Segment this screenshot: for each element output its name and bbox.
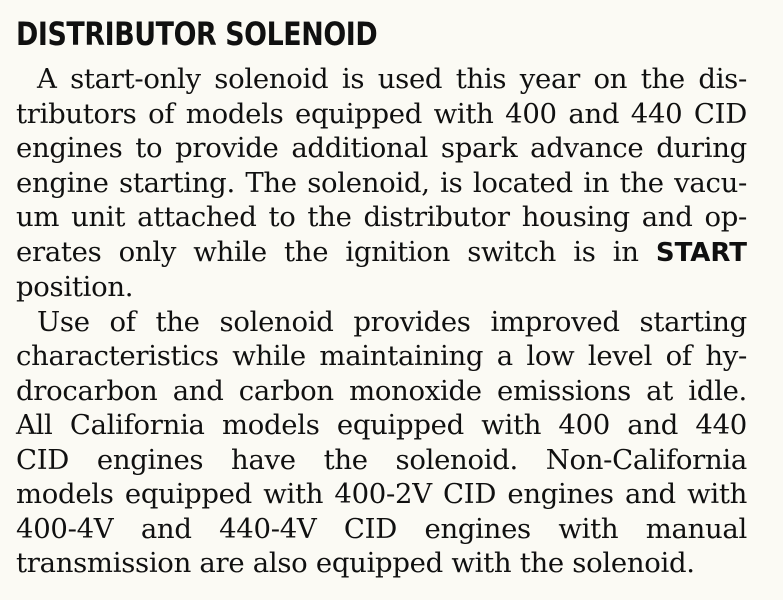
text-line: Use of the solenoid provides improved starting — [37, 305, 747, 338]
text-line: All California models equipped with 400 and 440 — [16, 409, 747, 441]
text-line-with-emphasis — [16, 235, 747, 271]
text-line: characteristics while maintaining a low level of hy- — [16, 340, 747, 372]
paragraph-1 — [16, 62, 747, 305]
text-line: tributors of models equipped with 400 and 440 CID — [16, 97, 747, 130]
text-line: A start-only solenoid is used this year on the dis- — [37, 63, 747, 95]
text-line: drocarbon and carbon monoxide emissions at idle. — [16, 374, 747, 407]
text-line: transmission are also equipped with the solenoid. — [16, 547, 695, 579]
text-line: CID engines have the solenoid. Non-California — [16, 443, 747, 476]
text-fragment: erates only while the ignition switch is in — [16, 235, 639, 268]
text-line: position. — [16, 271, 134, 303]
emphasis-start: START — [655, 237, 747, 268]
text-line: engines to provide additional spark advance during — [16, 132, 747, 164]
text-line: engine starting. The solenoid, is located in the vacu- — [16, 166, 747, 199]
text-line: 400-4V and 440-4V CID engines with manual — [16, 512, 747, 545]
text-line: models equipped with 400-2V CID engines and with — [16, 478, 747, 510]
text-line: um unit attached to the distributor housing and op- — [16, 201, 747, 233]
section-heading: DISTRIBUTOR SOLENOID — [16, 15, 378, 53]
paragraph-2 — [16, 305, 747, 581]
